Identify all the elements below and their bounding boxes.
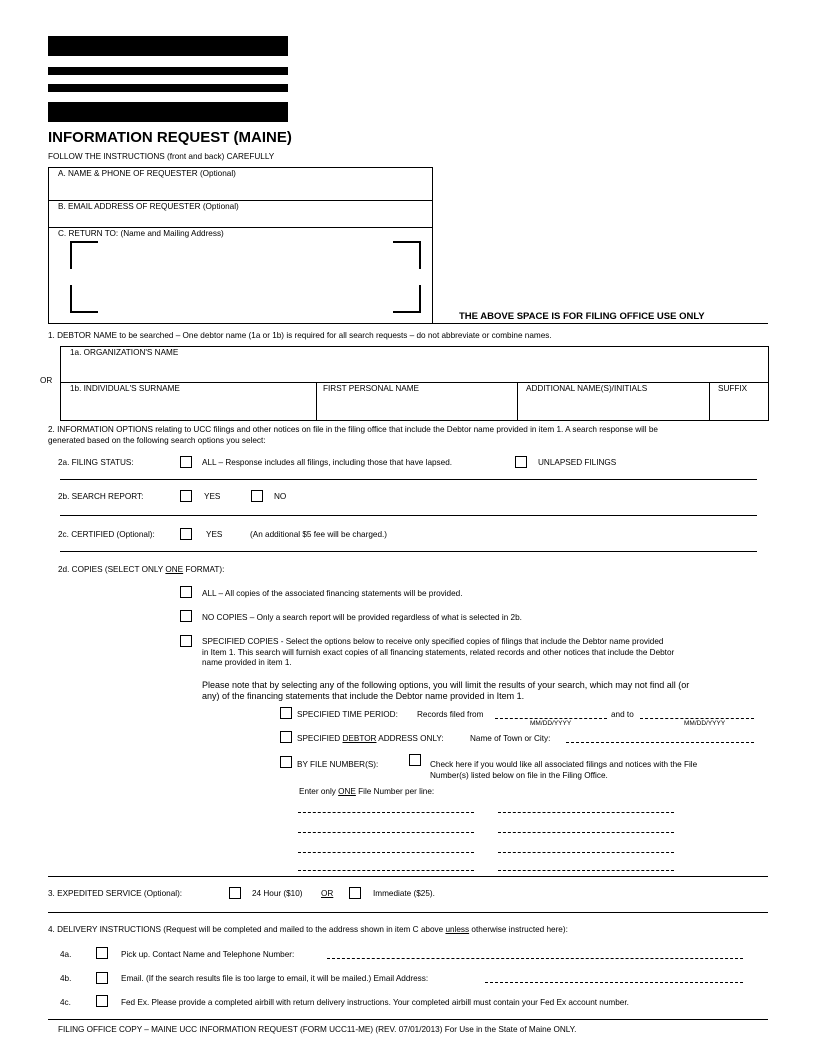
requester-name-label: A. NAME & PHONE OF REQUESTER (Optional) (58, 169, 236, 178)
certified-yes-checkbox[interactable] (180, 528, 192, 540)
copies-specified-checkbox[interactable] (180, 635, 192, 647)
check-here-line2: Number(s) listed below on file in the Filing Office. (430, 771, 608, 780)
file-number-checkbox[interactable] (280, 756, 292, 768)
copies-all-text: ALL – All copies of the associated financing statements will be provided. (202, 589, 463, 598)
certified-fee-note: (An additional $5 fee will be charged.) (250, 530, 387, 539)
certified-yes-text: YES (206, 530, 223, 539)
delivery-4a-num: 4a. (60, 950, 72, 959)
header-bar-3 (48, 84, 288, 92)
expedited-or: OR (321, 889, 334, 898)
delivery-heading-unless: unless (445, 925, 470, 934)
debtor-address-label-post: ADDRESS ONLY: (376, 734, 444, 743)
form-title: INFORMATION REQUEST (MAINE) (48, 129, 292, 146)
requester-divider-2 (48, 227, 433, 228)
date-from-field[interactable] (495, 718, 607, 719)
additional-name-field[interactable] (519, 396, 707, 420)
delivery-4b-num: 4b. (60, 974, 72, 983)
options-heading-line1: 2. INFORMATION OPTIONS relating to UCC filings and other notices on file in the filing office that include the Debtor name provided in item 1. A search response will be (48, 425, 658, 434)
header-bar-1 (48, 36, 288, 56)
copies-note-line1: Please note that by selecting any of the following options, you will limit the results of your search, which may not find all (or (202, 680, 690, 690)
expedited-label: 3. EXPEDITED SERVICE (Optional): (48, 889, 183, 898)
file-number-line-6[interactable] (498, 832, 674, 833)
file-number-line-5[interactable] (498, 812, 674, 813)
rule-2b (60, 515, 757, 516)
copies-label-post: FORMAT): (183, 565, 225, 574)
delivery-pickup-text: Pick up. Contact Name and Telephone Number: (121, 950, 295, 959)
file-number-line-4[interactable] (298, 870, 474, 871)
options-heading-line2: generated based on the following search options you select: (48, 436, 266, 445)
debtor-col-3 (709, 382, 710, 421)
requester-email-label: B. EMAIL ADDRESS OF REQUESTER (Optional) (58, 202, 239, 211)
delivery-fedex-checkbox[interactable] (96, 995, 108, 1007)
copies-specified-line3: name provided in item 1. (202, 658, 292, 667)
suffix-field[interactable] (711, 396, 767, 420)
file-number-label: BY FILE NUMBER(S): (297, 760, 379, 769)
surname-label: 1b. INDIVIDUAL'S SURNAME (70, 384, 180, 393)
delivery-heading (48, 925, 568, 934)
header-bar-2 (48, 67, 288, 75)
delivery-heading-post: otherwise instructed here): (469, 925, 568, 934)
delivery-email-field[interactable] (485, 982, 743, 983)
rule-before-footer (48, 1019, 768, 1020)
header-bar-4 (48, 102, 288, 122)
debtor-divider (60, 382, 769, 383)
corner-bottom-right (393, 285, 421, 313)
file-number-line-1[interactable] (298, 812, 474, 813)
first-name-label: FIRST PERSONAL NAME (323, 384, 419, 393)
copies-none-checkbox[interactable] (180, 610, 192, 622)
expedited-immediate-checkbox[interactable] (349, 887, 361, 899)
requester-divider-1 (48, 200, 433, 201)
delivery-pickup-checkbox[interactable] (96, 947, 108, 959)
requester-name-field[interactable] (50, 181, 431, 199)
certified-label: 2c. CERTIFIED (Optional): (58, 530, 155, 539)
delivery-fedex-text: Fed Ex. Please provide a completed airbill with return delivery instructions. Your completed airbill must contain your Fed Ex account number. (121, 998, 629, 1007)
filing-status-unlapsed-checkbox[interactable] (515, 456, 527, 468)
filing-status-all-checkbox[interactable] (180, 456, 192, 468)
org-name-label: 1a. ORGANIZATION'S NAME (70, 348, 179, 357)
search-report-yes-checkbox[interactable] (180, 490, 192, 502)
additional-name-label: ADDITIONAL NAME(S)/INITIALS (526, 384, 648, 393)
pickup-contact-field[interactable] (327, 958, 743, 959)
records-from-label: Records filed from (417, 710, 484, 719)
search-report-yes-text: YES (204, 492, 221, 501)
debtor-address-label (297, 734, 444, 743)
time-period-checkbox[interactable] (280, 707, 292, 719)
copies-specified-line2: in Item 1. This search will furnish exact copies of all financing statements, related records and other notices that include the Debtor (202, 648, 675, 657)
delivery-email-text: Email. (If the search results file is too large to email, it will be mailed.) Email Address: (121, 974, 429, 983)
enter-one-one: ONE (338, 787, 356, 796)
filing-office-note: THE ABOVE SPACE IS FOR FILING OFFICE USE ONLY (459, 311, 705, 322)
surname-field[interactable] (62, 396, 314, 420)
expedited-immediate-text: Immediate ($25). (373, 889, 435, 898)
search-report-no-checkbox[interactable] (251, 490, 263, 502)
suffix-label: SUFFIX (718, 384, 748, 393)
copies-note-line2: any) of the financing statements that include the Debtor name provided in Item 1. (202, 691, 525, 701)
enter-one-pre: Enter only (299, 787, 339, 796)
delivery-4c-num: 4c. (60, 998, 71, 1007)
debtor-col-2 (517, 382, 518, 421)
rule-before-4 (48, 912, 768, 913)
search-report-no-text: NO (274, 492, 287, 501)
rule-2c (60, 551, 757, 552)
file-number-line-2[interactable] (298, 832, 474, 833)
filing-status-unlapsed-text: UNLAPSED FILINGS (538, 458, 617, 467)
date-from-format: MM/DD/YYYY (530, 720, 572, 727)
delivery-heading-pre: 4. DELIVERY INSTRUCTIONS (Request will be completed and mailed to the address shown in item C above (48, 925, 446, 934)
file-number-line-7[interactable] (498, 852, 674, 853)
date-to-field[interactable] (640, 718, 754, 719)
copies-label-one: ONE (165, 565, 184, 574)
footer-text: FILING OFFICE COPY – MAINE UCC INFORMATION REQUEST (FORM UCC11-ME) (REV. 07/01/2013) For Use in the State of Maine ONLY. (58, 1025, 577, 1034)
file-number-line-3[interactable] (298, 852, 474, 853)
corner-top-left (70, 241, 98, 269)
form-instructions: FOLLOW THE INSTRUCTIONS (front and back) CAREFULLY (48, 152, 275, 161)
corner-bottom-left (70, 285, 98, 313)
delivery-email-checkbox[interactable] (96, 972, 108, 984)
search-report-label: 2b. SEARCH REPORT: (58, 492, 144, 501)
filing-status-label: 2a. FILING STATUS: (58, 458, 134, 467)
debtor-heading: 1. DEBTOR NAME to be searched – One debtor name (1a or 1b) is required for all search requests – do not abbreviate or combine names. (48, 331, 552, 340)
rule-above-debtor (433, 323, 768, 324)
copies-label-pre: 2d. COPIES (SELECT ONLY (58, 565, 166, 574)
date-to-format: MM/DD/YYYY (684, 720, 726, 727)
file-number-line-8[interactable] (498, 870, 674, 871)
rule-before-3 (48, 876, 768, 877)
and-to-label: and to (611, 710, 634, 719)
debtor-address-label-debtor: DEBTOR (342, 734, 377, 743)
time-period-label: SPECIFIED TIME PERIOD: (297, 710, 398, 719)
debtor-col-1 (316, 382, 317, 421)
org-name-field[interactable] (62, 360, 767, 381)
expedited-24h-checkbox[interactable] (229, 887, 241, 899)
return-to-address-field[interactable] (70, 241, 421, 313)
corner-top-right (393, 241, 421, 269)
town-field[interactable] (566, 742, 754, 743)
debtor-address-checkbox[interactable] (280, 731, 292, 743)
requester-email-field[interactable] (50, 214, 431, 226)
all-associated-checkbox[interactable] (409, 754, 421, 766)
or-label: OR (40, 376, 53, 385)
town-label: Name of Town or City: (470, 734, 551, 743)
copies-specified-line1: SPECIFIED COPIES - Select the options below to receive only specified copies of filings that include the Debtor name provided (202, 637, 664, 646)
debtor-address-label-pre: SPECIFIED (297, 734, 343, 743)
enter-one-post: File Number per line: (355, 787, 435, 796)
first-name-field[interactable] (318, 396, 515, 420)
rule-2a (60, 479, 757, 480)
copies-all-checkbox[interactable] (180, 586, 192, 598)
expedited-24h-text: 24 Hour ($10) (252, 889, 303, 898)
filing-status-all-text: ALL – Response includes all filings, including those that have lapsed. (202, 458, 453, 467)
copies-none-text: NO COPIES – Only a search report will be provided regardless of what is selected in 2b. (202, 613, 522, 622)
copies-label (58, 565, 224, 574)
check-here-line1: Check here if you would like all associated filings and notices with the File (430, 760, 698, 769)
return-to-label: C. RETURN TO: (Name and Mailing Address) (58, 229, 224, 238)
enter-one-label (299, 787, 434, 796)
